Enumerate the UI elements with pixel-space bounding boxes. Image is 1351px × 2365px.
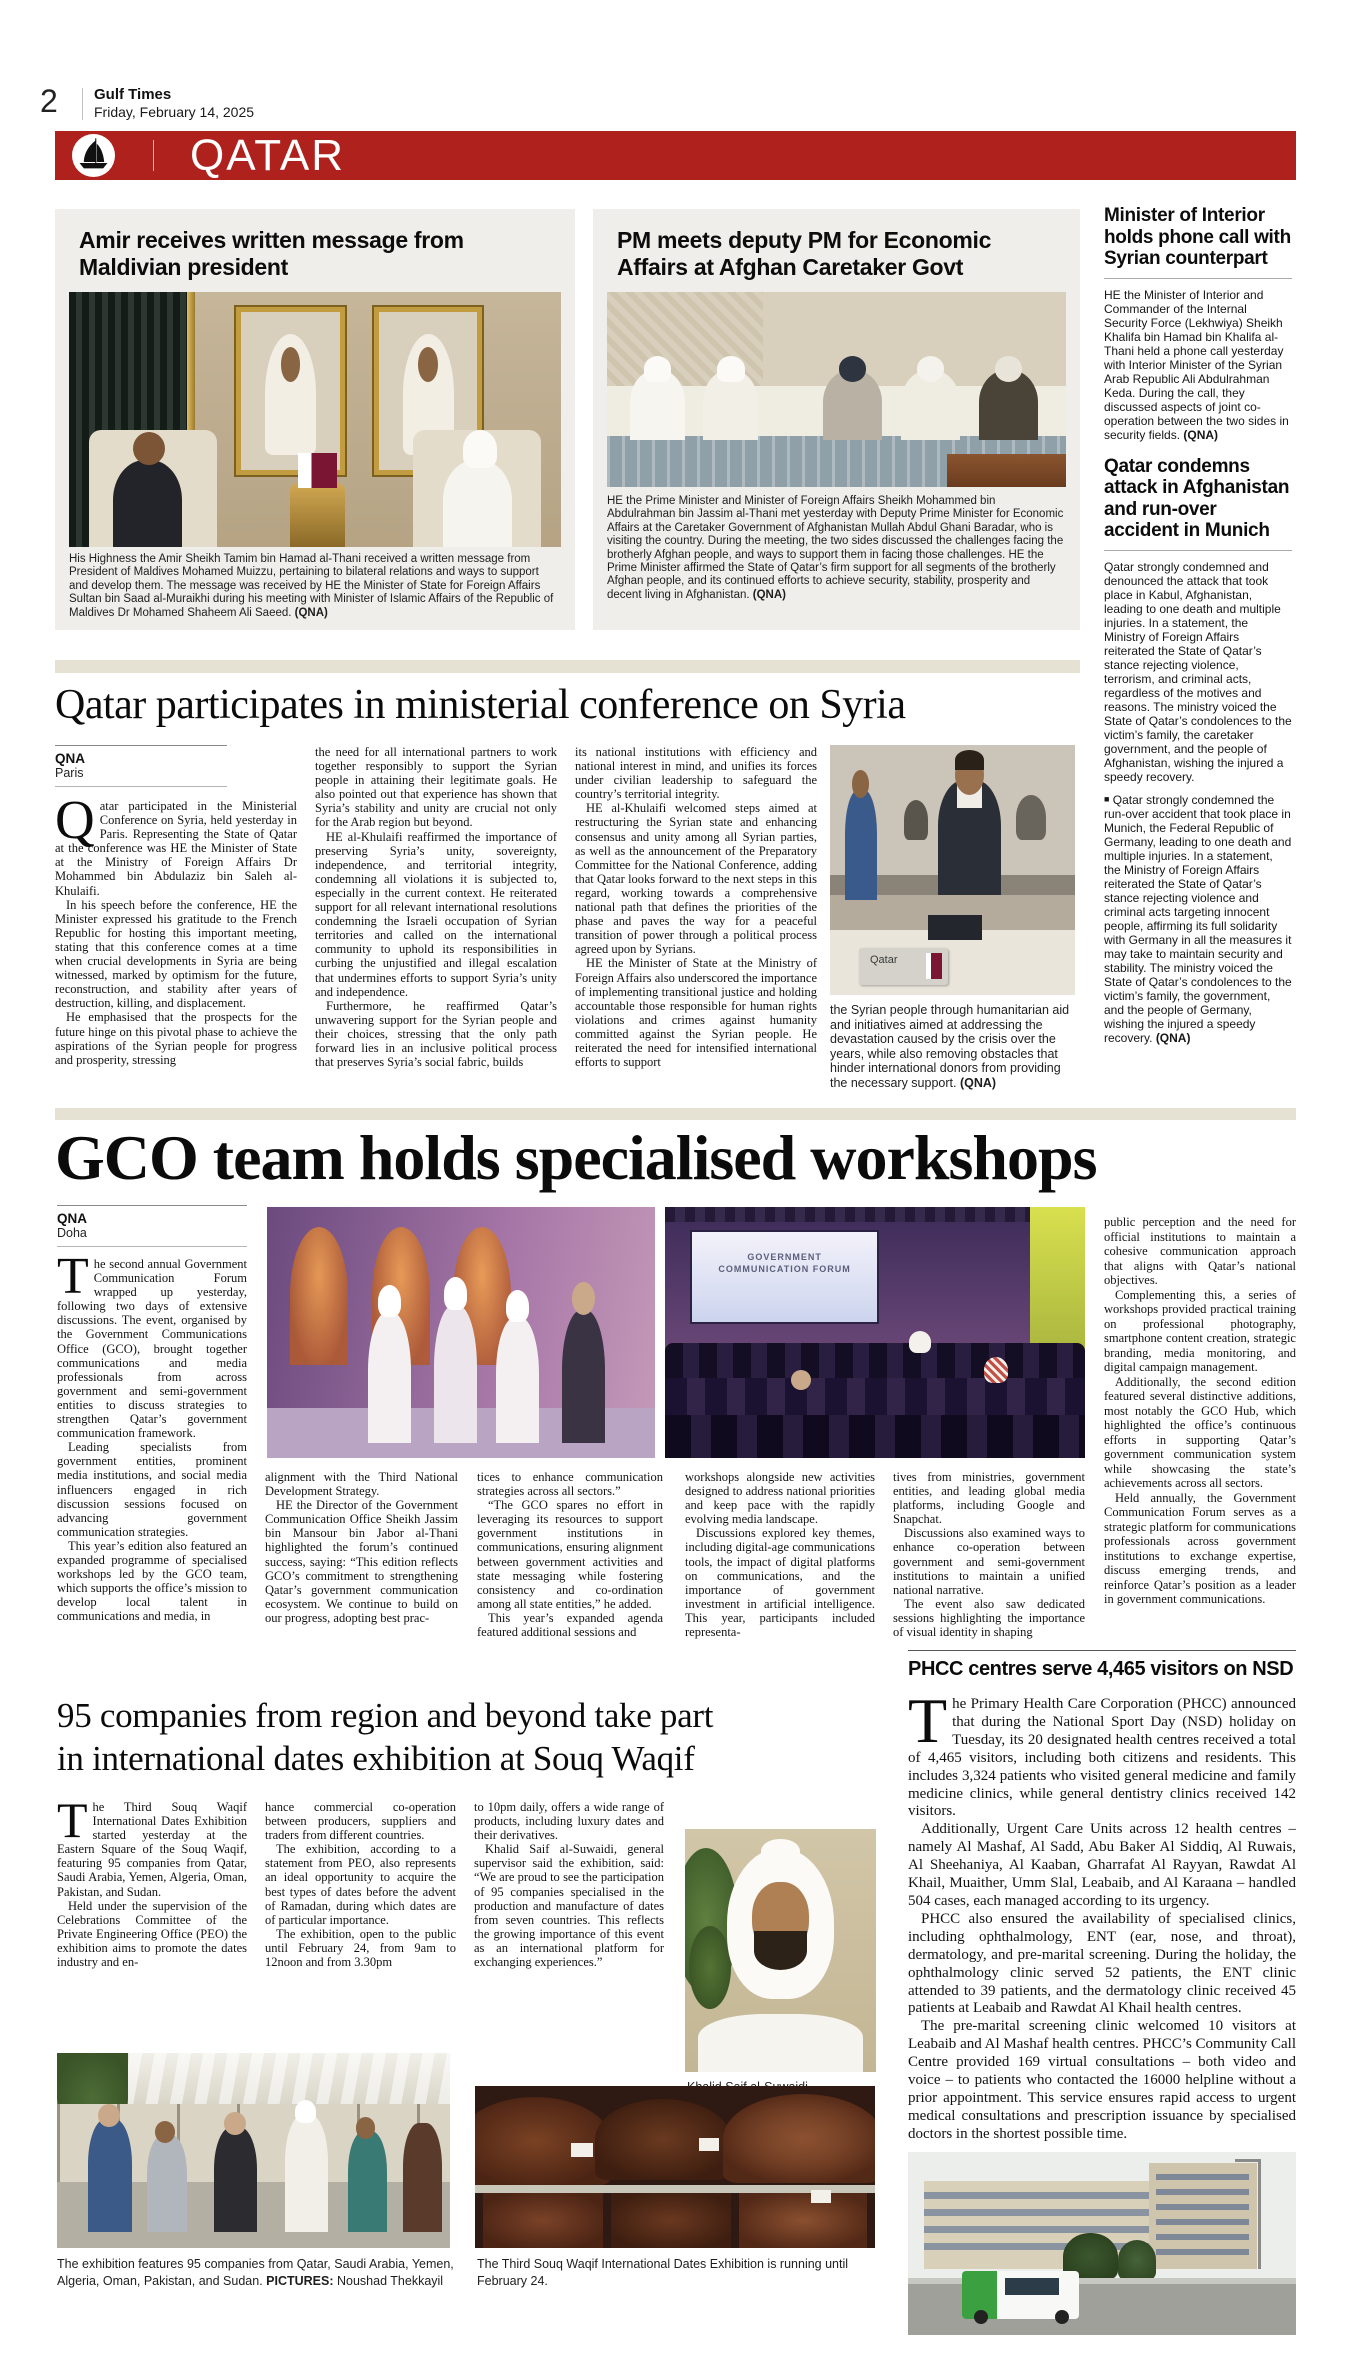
- pm-meeting-photo: [607, 292, 1066, 487]
- condemn-body: Qatar strongly condemned and denounced the attack that took place in Kabul, Afghanistan, leading to one death and multiple injuries. In a statement, the Ministry of Foreign Affairs reiterated the State of Qatar’s stance rejecting violence, terrorism, and criminal acts, regardless of the motives and reasons. The ministry voiced the State of Qatar’s condolences to the victim’s family, the caretaker government, and the people of Afghanistan, wishing the injured a speedy recovery. ■ Qatar strongly condemned the run-over accident that took place in Munich, the Federal Republic of Germany, leading to one death and multiple injuries. In a statement, the Ministry of Foreign Affairs reiterated the State of Qatar’s stance rejecting violence and criminal acts targeting innocent people, affirming its full solidarity with Germany in all the measures it may take to maintain security and stability. The ministry voiced the State of Qatar’s condolences to the victim’s family, the government, and the people of Germany, wishing the injured a speedy recovery. (QNA): [1104, 559, 1292, 1045]
- dates-photo-caption: The Third Souq Waqif International Dates Exhibition is running until February 24.: [477, 2257, 849, 2288]
- interior-headline: Minister of Interior holds phone call with Syrian counterpart: [1104, 205, 1291, 269]
- issue-date: Friday, February 14, 2025: [94, 104, 255, 120]
- forum-screen-text: GOVERNMENT COMMUNICATION FORUM: [718, 1252, 851, 1275]
- syria-conference-photo: [830, 745, 1075, 995]
- pm-caption: HE the Prime Minister and Minister of Foreign Affairs Sheikh Mohammed bin Abdulrahman bin Jassim al-Thani met yesterday with Deputy Prime Minister for Economic Affairs at the Caretaker Government of Afghanistan Mullah Abdul Ghani Baradar, who is visiting the country. During the meeting, the two sides discussed the challenges facing the brotherly Afghan people, and ways to support them in facing those challenges. HE the Prime Minister affirmed the State of Qatar’s firm support for all segments of the brotherly Afghan people, and its continued efforts to achieve security, stability, prosperity and decent living in Afghanistan. (QNA): [607, 495, 1064, 601]
- khalid-portrait-photo: [685, 1829, 876, 2072]
- exhibition-caption: The exhibition features 95 companies from Qatar, Saudi Arabia, Yemen, Algeria, Oman, Pakistan, and Sudan. PICTURES: Noushad Thekkayil: [57, 2257, 454, 2288]
- byline-agency: QNA: [55, 751, 85, 766]
- gco-byline: [57, 1205, 247, 1247]
- amir-credit: (QNA): [294, 606, 328, 619]
- condemn-credit: (QNA): [1155, 1030, 1191, 1045]
- dates-col-1: The Third Souq Waqif International Dates Exhibition started yesterday at the Eastern Square of the Souq Waqif, featuring 95 companies from Qatar, Saudi Arabia, Yemen, Algeria, Oman, Pakistan, and Sudan. Held under the supervision of the Celebrations Committee of the Private Engineering Office (PEO) the exhibition aims to promote the dates industry and en-: [57, 1800, 247, 1970]
- gco-col-2: alignment with the Third National Development Strategy. HE the Director of the Government Communication Office Sheikh Jassim bin Mansour bin Jabor al-Thani highlighted the forum’s continued success, saying: “This edition reflects GCO’s commitment to strengthening Qatar’s government communication ecosystem. We continue to build on our progress, adopting best prac-: [265, 1470, 458, 1625]
- section-title: QATAR: [190, 131, 346, 180]
- page-number: 2: [40, 83, 58, 119]
- gco-col-1: QNA Doha The second annual Government Communication Forum wrapped up yesterday, following two days of extensive discussions. The event, organised by the Government Communications Office (GCO), brought together communications and media professionals from across government and semi-government entities to discuss strategies to strengthen Qatar’s government communication framework. Leading specialists from government entities, prominent media institutions, and social media influencers engaged in rich discussion sessions focused on advancing government communication strategies. This year’s edition also featured an expanded programme of specialised workshops led by the GCO team, which supports the office’s mission to develop local talent in communications and media, in: [57, 1205, 247, 1655]
- section-banner: [55, 131, 1296, 180]
- banner-divider: [153, 140, 154, 171]
- right-column: [1104, 205, 1292, 1105]
- dates-col-2: hance commercial co-operation between producers, suppliers and traders from different countries. The exhibition, according to a statement from PEO, also represents an ideal opportunity to acquire the best types of dates before the advent of Ramadan, during which dates are of particular importance. The exhibition, open to the public until February 24, from 9am to 12noon and from 3.30pm: [265, 1800, 456, 1970]
- syria-col-3: its national institutions with efficiency and national interest in mind, and unifies its forces under civilian leadership to safeguard the country’s territorial integrity. HE al-Khulaifi welcomed steps aimed at restructuring the Syrian state and enhancing consensus and unity among all Syrian parties, as well as the announcement of the Preparatory Committee for the National Conference, adding that Qatar looks forward to the next steps in this regard, working towards a comprehensive national path that defines the priorities of the phase and paves the way for a peaceful transition of power through a political process agreed upon by Syrians. HE the Minister of State at the Ministry of Foreign Affairs also underscored the importance of implementing transitional justice and holding accountable those responsible for human rights violations and crimes against humanity committed against the Syrian people. He reiterated the need for intensified international efforts to support: [575, 745, 817, 1070]
- syria-headline: Qatar participates in ministerial conference on Syria: [55, 682, 906, 728]
- phcc-headline: PHCC centres serve 4,465 visitors on NSD: [908, 1658, 1294, 1680]
- pm-headline: PM meets deputy PM for Economic Affairs at Afghan Caretaker Govt: [617, 227, 992, 280]
- amir-meeting-photo: [69, 292, 561, 547]
- phcc-dropcap: T: [908, 1696, 948, 1756]
- interior-credit: (QNA): [1183, 427, 1219, 442]
- health-centre-photo: [908, 2152, 1296, 2335]
- gco-col-5: tives from ministries, government entities, and leading global media platforms, including Google and Snapchat. Discussions also examined ways to enhance co-operation between government and semi-government institutions to maintain a unified national narrative. The event also saw dedicated sessions highlighting the importance of visual identity in shaping: [893, 1470, 1085, 1640]
- divider: [1104, 550, 1292, 551]
- byline-city: Doha: [57, 1226, 87, 1240]
- phcc-rule: [908, 1650, 1296, 1651]
- qatar-nameplate: Qatar: [869, 954, 898, 967]
- gco-col-4: workshops alongside new activities designed to address national priorities and keep pace with the rapidly evolving media landscape. Discussions explored key themes, including digital-age communications tools, the impact of digital platforms on communications, and the importance of government investment in artificial intelligence. This year, participants included representa-: [685, 1470, 875, 1640]
- gco-dropcap: T: [57, 1248, 89, 1305]
- byline-city: Paris: [55, 766, 84, 780]
- dates-dropcap: T: [57, 1800, 88, 1848]
- condemn-headline: Qatar condemns attack in Afghanistan and run-over accident in Munich: [1104, 455, 1290, 541]
- byline-agency: QNA: [57, 1211, 87, 1226]
- amir-headline: Amir receives written message from Maldivian president: [79, 227, 464, 280]
- syria-col-2: the need for all international partners to work together responsibly to support the Syrian people in attaining their legitimate goals. He also pointed out that experience has shown that Syria’s stability and unity are crucial not only for the Arab region but beyond. HE al-Khulaifi reaffirmed the importance of preserving Syria’s unity, sovereignty, independence, and territorial integrity, condemning all violations it is subjected to, especially in the current context. He reiterated support for all relevant international resolutions condemning the Israeli occupation of Syrian territories and called on the international community to uphold its responsibilities in curbing the unjustified and illegal escalation that undermines efforts to support Syria’s unity and independence. Furthermore, he reaffirmed Qatar’s unwavering support for the Syrian people and their choices, stressing that the only path forward lies in an inclusive political process that preserves Syria’s social fabric, builds: [315, 745, 557, 1070]
- article-amir: [55, 209, 575, 630]
- masthead: Gulf Times: [94, 86, 172, 103]
- section-bar: [55, 660, 1080, 673]
- gco-col-3: tices to enhance communication strategies across all sectors.” “The GCO spares no effort in leveraging its resources to support government institutions in communications, ensuring alignment between government activities and state messaging while fostering consistency and co-ordination among all state entities,” he added. This year’s expanded agenda featured additional sessions and: [477, 1470, 663, 1640]
- dhow-logo-icon: [72, 134, 115, 177]
- syria-credit: (QNA): [959, 1075, 997, 1090]
- square-bullet-icon: ■: [1104, 793, 1110, 804]
- phcc-body: The Primary Health Care Corporation (PHCC) announced that during the National Sport Day (NSD) holiday on Tuesday, its 20 designated health centres received a total of 4,465 visitors, including both citizens and residents. This includes 3,324 patients who visited general medicine and family medicine clinics, while general dentistry clinics received 142 visitors. Additionally, Urgent Care Units across 12 health centres – namely Al Mashaf, Al Sadd, Abu Baker Al Siddiq, Al Ruwais, Al Sheehaniya, Al Kaaban, Gharrafat Al Rayyan, Rawdat Al Khail, Muaither, Umm Slal, Leabaib, and Al Karaana – handled 504 cases, each managed according to its urgency. PHCC also ensured the availability of specialised clinics, including ophthalmology, ENT (ear, nose, and throat), dermatology, and pre-marital screening. During the holiday, the ophthalmology clinic served 52 patients, the ENT clinic attended to 39 patients, and the dermatology clinic received 45 patients at Leabaib and Rawdat Al Khail health centres. The pre-marital screening clinic welcomed 10 visitors at Leabaib and Al Mashaf health centres. PHCC’s Community Call Centre provided 169 virtual consultations – both video and voice – to patients who contacted the 16000 helpline without a prior appointment. This service ensures rapid access to urgent medical consultations and prescription issuance by specialised doctors in the shortest possible time.: [908, 1696, 1296, 2142]
- amir-caption: His Highness the Amir Sheikh Tamim bin Hamad al-Thani received a written message from President of Maldives Mohamed Muizzu, pertaining to bilateral relations and ways to support and develop them. The message was received by HE the Minister of State for Foreign Affairs Sultan bin Saad al-Muraikhi during his meeting with Minister of Islamic Affairs of the Republic of Maldives Dr Mohamed Shaheem Ali Saeed. (QNA): [69, 553, 554, 619]
- exhibition-visitors-photo: [57, 2053, 450, 2248]
- section-bar: [55, 1108, 1296, 1120]
- pm-credit: (QNA): [752, 588, 786, 601]
- article-pm: [593, 209, 1080, 630]
- pictures-credit-label: PICTURES:: [266, 2273, 334, 2288]
- syria-dropcap: Q: [55, 789, 95, 850]
- header-divider: [82, 88, 83, 120]
- interior-body: HE the Minister of Interior and Commander of the Internal Security Force (Lekhwiya) Sheikh Khalifa bin Hamad bin Khalifa al-Thani held a phone call yesterday with Interior Minister of the Syrian Arab Republic Ali Abdulrahman Keda. During the call, they discussed aspects of joint co-operation between the two sides in security fields. (QNA): [1104, 287, 1289, 442]
- dates-closeup-photo: [475, 2086, 875, 2248]
- syria-photo-caption: the Syrian people through humanitarian aid and initiatives aimed at addressing the devastation caused by the crisis over the years, while also removing obstacles that hinder international donors from providing the necessary support. (QNA): [830, 1003, 1070, 1090]
- gco-col-6: public perception and the need for official institutions to maintain a cohesive communication approach that aligns with Qatar’s national objectives. Complementing this, a series of workshops provided practical training on professional photography, smartphone content creation, strategic branding, media monitoring, and digital campaign management. Additionally, the second edition featured several distinctive additions, most notably the GCO Hub, which highlighted the office’s continuous efforts in supporting Qatar’s government communication system while showcasing the state’s achievements across all sectors. Held annually, the Government Communication Forum serves as a strategic platform for communications professionals across government institutions to exchange expertise, discuss emerging trends, and reinforce Qatar’s position as a leader in government communications.: [1104, 1215, 1296, 1606]
- divider: [1104, 278, 1292, 279]
- dates-col-3: to 10pm daily, offers a wide range of products, including luxury dates and their derivatives. Khalid Saif al-Suwaidi, general supervisor said the exhibition, said: “We are proud to see the participation of 95 companies specialised in the production and manufacture of dates from seven countries. This reflects the growing importance of this event as an international platform for exchanging experiences.”: [474, 1800, 664, 1970]
- gco-forum-photo-1: [267, 1207, 655, 1458]
- syria-byline: [55, 745, 227, 787]
- syria-col-1: QNA Paris Qatar participated in the Ministerial Conference on Syria, held yesterday in Paris. Representing the State of Qatar at the conference was HE the Minister of State at the Ministry of Foreign Affairs Dr Mohammed bin Abdulaziz bin Saleh al-Khulaifi. In his speech before the conference, HE the Minister expressed his gratitude to the French Republic for hosting this important meeting, stating that this conference comes at a time when crucial developments in Syria are being witnessed, marked by optimism for the future, reconstruction, and stability after years of destruction, killing, and displacement. He emphasised that the prospects for the future hinge on this pivotal phase to achieve the aspirations of the Syrian people for progress and prosperity, stressing: [55, 745, 297, 1090]
- dates-headline: 95 companies from region and beyond take part in international dates exhibition at Souq Waqif: [57, 1696, 714, 1778]
- gco-headline: GCO team holds specialised workshops: [55, 1122, 1097, 1193]
- gco-forum-photo-2: [665, 1207, 1085, 1458]
